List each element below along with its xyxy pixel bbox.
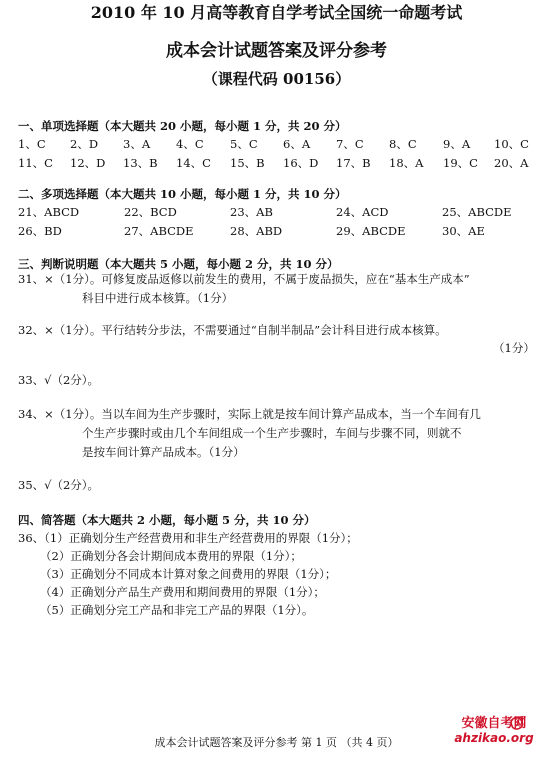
section-single-choice-title: 一、单项选择题（本大题共 20 小题，每小题 1 分，共 20 分） xyxy=(18,119,347,133)
section-short-answer-title: 四、简答题（本大题共 2 小题，每小题 5 分，共 10 分） xyxy=(18,513,316,527)
answer-item: 7、C xyxy=(336,137,364,151)
answer-32-score: （1分） xyxy=(493,341,535,355)
answer-item: 28、ABD xyxy=(230,224,283,238)
answer-31-line1: 31、×（1分）。可修复废品返修以前发生的费用，不属于废品损失，应在“基本生产成本” xyxy=(18,272,470,286)
answer-31-line2: 科目中进行成本核算。（1分） xyxy=(82,291,234,305)
answer-item: 24、ACD xyxy=(336,205,389,219)
answer-item: 30、AE xyxy=(442,224,485,238)
answer-36-item: （4）正确划分产品生产费用和期间费用的界限（1分）； xyxy=(40,585,325,599)
exam-header: 2010 年 10 月高等教育自学考试全国统一命题考试 xyxy=(90,3,463,22)
answer-row xyxy=(0,223,553,239)
site-watermark xyxy=(440,712,548,745)
answer-36-item: （5）正确划分完工产品和非完工产品的界限（1分）。 xyxy=(40,603,314,617)
answer-item: 1、C xyxy=(18,137,46,151)
answer-34-line2: 个生产步骤时或由几个车间组成一个生产步骤时，车间与步骤不同，则就不 xyxy=(82,426,462,440)
answer-item: 19、C xyxy=(443,156,478,170)
answer-34-line3: 是按车间计算产品成本。（1分） xyxy=(82,445,245,459)
answer-item: 16、D xyxy=(283,156,319,170)
answer-item: 6、A xyxy=(283,137,311,151)
answer-item: 11、C xyxy=(18,156,53,170)
answer-32-line1: 32、×（1分）。平行结转分步法，不需要通过“自制半制品”会计科目进行成本核算。 xyxy=(18,323,447,337)
page-footer: 成本会计试题答案及评分参考 第 1 页 （共 4 页） xyxy=(154,736,399,749)
answer-item: 3、A xyxy=(123,137,151,151)
answer-item: 4、C xyxy=(176,137,204,151)
watermark-line1: 安徽自考网 xyxy=(461,716,527,731)
answer-item: 20、A xyxy=(494,156,529,170)
answer-item: 21、ABCD xyxy=(18,205,80,219)
answer-row xyxy=(0,155,553,171)
watermark-logo-icon xyxy=(508,714,526,732)
answer-row xyxy=(0,136,553,152)
answer-item: 29、ABCDE xyxy=(336,224,406,238)
answer-35: 35、√（2分）。 xyxy=(18,478,100,492)
answer-item: 14、C xyxy=(176,156,211,170)
answer-row xyxy=(0,204,553,220)
answer-item: 15、B xyxy=(230,156,265,170)
answer-item: 26、BD xyxy=(18,224,62,238)
document-title: 成本会计试题答案及评分参考 xyxy=(166,41,387,61)
answer-item: 18、A xyxy=(389,156,424,170)
answer-item: 17、B xyxy=(336,156,371,170)
answer-item: 9、A xyxy=(443,137,471,151)
answer-36-item1: 36、（1）正确划分生产经营费用和非生产经营费用的界限（1分）； xyxy=(18,531,358,545)
answer-item: 13、B xyxy=(123,156,158,170)
watermark-line2: ahzikao.org xyxy=(454,731,534,745)
answer-item: 12、D xyxy=(70,156,106,170)
answer-item: 23、AB xyxy=(230,205,273,219)
answer-33: 33、√（2分）。 xyxy=(18,373,100,387)
answer-item: 8、C xyxy=(389,137,417,151)
answer-item: 25、ABCDE xyxy=(442,205,512,219)
answer-36-item: （2）正确划分各会计期间成本费用的界限（1分）； xyxy=(40,549,302,563)
answer-34-line1: 34、×（1分）。当以车间为生产步骤时，实际上就是按车间计算产品成本，当一个车间有几 xyxy=(18,407,481,421)
section-multiple-choice-title: 二、多项选择题（本大题共 10 小题，每小题 1 分，共 10 分） xyxy=(18,187,347,201)
course-code: （课程代码 00156） xyxy=(202,70,351,88)
answer-item: 27、ABCDE xyxy=(124,224,194,238)
answer-item: 2、D xyxy=(70,137,99,151)
answer-item: 22、BCD xyxy=(124,205,177,219)
answer-36-item: （3）正确划分不同成本计算对象之间费用的界限（1分）； xyxy=(40,567,337,581)
section-true-false-title: 三、判断说明题（本大题共 5 小题，每小题 2 分，共 10 分） xyxy=(18,257,339,271)
answer-item: 5、C xyxy=(230,137,258,151)
answer-item: 10、C xyxy=(494,137,529,151)
